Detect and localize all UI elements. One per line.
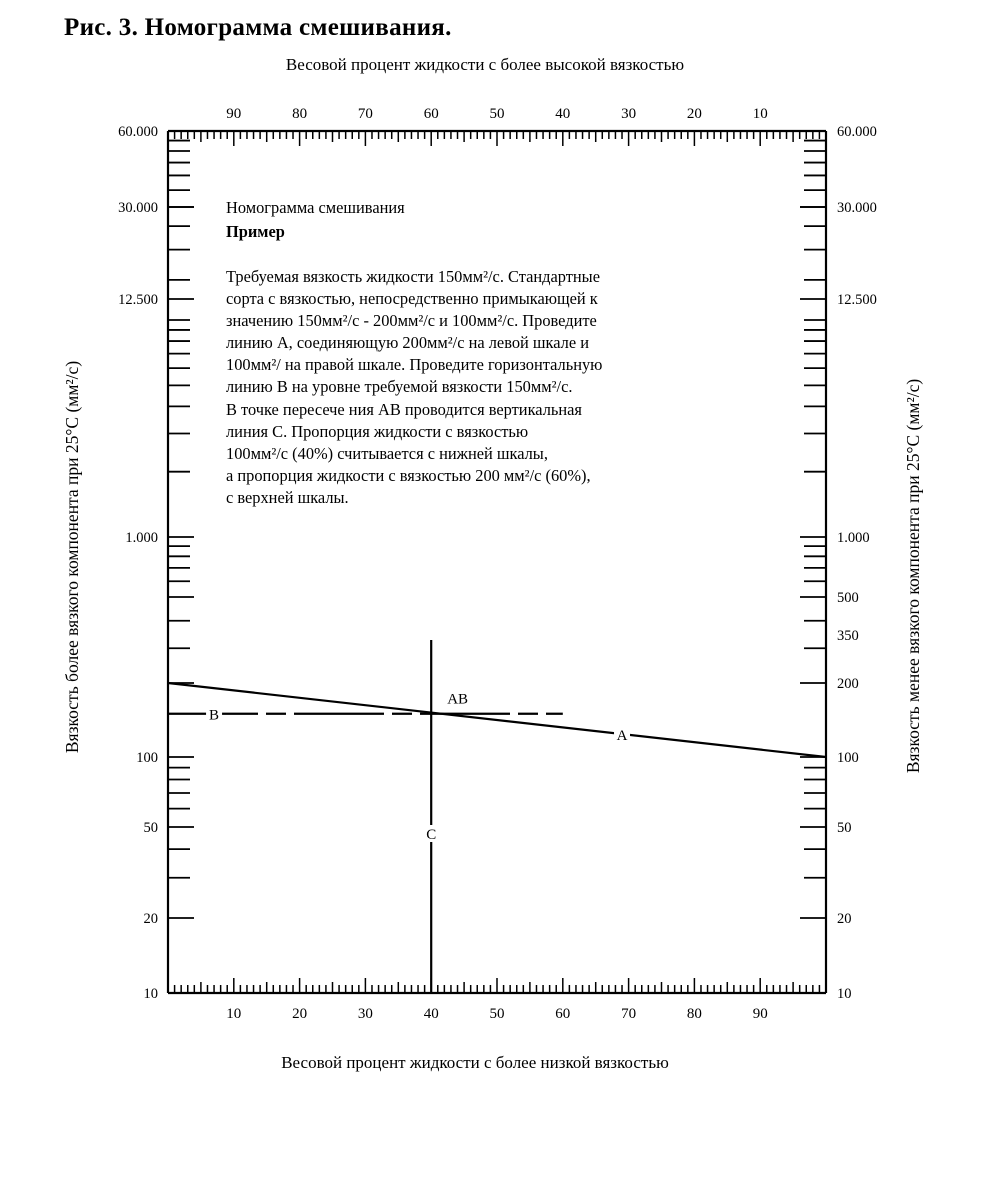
- note-line: Требуемая вязкость жидкости 150мм²/с. Стандартные: [226, 267, 600, 286]
- line-label-c: C: [426, 827, 437, 843]
- left-tick-label: 100: [136, 750, 158, 766]
- line-label-b: B: [209, 707, 220, 724]
- note-line: с верхней шкалы.: [226, 487, 349, 507]
- top-tick-label: 80: [292, 106, 308, 122]
- nomogram-lines: [168, 640, 826, 993]
- note-heading: Номограмма смешивания: [226, 198, 405, 217]
- top-tick-label: 70: [357, 106, 373, 122]
- note-line: 100мм²/ на правой шкале. Проведите горизонтальную: [226, 355, 603, 375]
- right-tick-label: 350: [837, 628, 859, 644]
- right-tick-label: 10: [837, 986, 852, 1002]
- bottom-tick-label: 40: [423, 1006, 439, 1022]
- bottom-tick-label: 90: [752, 1006, 768, 1022]
- left-tick-label: 12.500: [118, 292, 158, 308]
- right-tick-label: 50: [837, 820, 852, 836]
- bottom-tick-label: 80: [686, 1006, 702, 1022]
- line-a: [168, 683, 826, 757]
- bottom-tick-label: 70: [621, 1006, 637, 1022]
- figure-title: Рис. 3. Номограмма смешивания.: [64, 14, 452, 41]
- intersection-label: AB: [447, 691, 469, 708]
- right-tick-label: 200: [837, 676, 859, 692]
- bottom-axis-label: Весовой процент жидкости с более низкой вязкостью: [281, 1053, 669, 1072]
- right-tick-label: 30.000: [837, 200, 877, 216]
- right-tick-label: 12.500: [837, 292, 877, 308]
- bottom-tick-label: 20: [292, 1006, 308, 1022]
- left-tick-label: 20: [143, 911, 158, 927]
- bottom-tick-label: 30: [357, 1006, 373, 1022]
- top-axis-label: Весовой процент жидкости с более высокой вязкостью: [285, 55, 685, 74]
- left-tick-label: 50: [143, 820, 158, 836]
- note-line: линию В на уровне требуемой вязкости 150мм²/с.: [226, 377, 573, 397]
- line-label-a: A: [616, 728, 628, 745]
- note-line: значению 150мм²/с - 200мм²/с и 100мм²/с. Проведите: [226, 311, 597, 331]
- note-line: а пропорция жидкости с вязкостью 200 мм²/с (60%),: [226, 465, 591, 485]
- bottom-tick-label: 60: [555, 1006, 571, 1022]
- left-tick-label: 10: [143, 986, 158, 1002]
- top-tick-label: 90: [226, 106, 242, 122]
- right-tick-label: 100: [837, 750, 859, 766]
- note-line: 100мм²/с (40%) считывается с нижней шкалы,: [226, 443, 548, 463]
- note-line: сорта с вязкостью, непосредственно примыкающей к: [226, 289, 598, 309]
- left-tick-label: 60.000: [118, 124, 158, 140]
- right-tick-label: 1.000: [837, 530, 870, 546]
- left-tick-label: 30.000: [118, 200, 158, 216]
- right-tick-label: 60.000: [837, 124, 877, 140]
- note-line: В точке пересече ния АВ проводится вертикальная: [226, 399, 582, 419]
- top-tick-label: 10: [752, 106, 768, 122]
- top-tick-label: 30: [621, 106, 637, 122]
- left-tick-label: 1.000: [125, 530, 158, 546]
- note-line: линию А, соединяющую 200мм²/с на левой шкале и: [226, 333, 589, 353]
- example-note: [226, 196, 786, 509]
- right-tick-label: 500: [837, 590, 859, 606]
- note-line: линия С. Пропорция жидкости с вязкостью: [226, 421, 529, 441]
- top-tick-label: 60: [423, 106, 439, 122]
- bottom-tick-label: 10: [226, 1006, 242, 1022]
- top-tick-label: 20: [686, 106, 702, 122]
- note-subheading: Пример: [226, 222, 285, 241]
- right-tick-label: 20: [837, 911, 852, 927]
- top-tick-label: 40: [555, 106, 571, 122]
- right-axis-label: Вязкость менее вязкого компонента при 25°С (мм²/с): [903, 378, 923, 774]
- bottom-tick-label: 50: [489, 1006, 505, 1022]
- top-tick-label: 50: [489, 106, 505, 122]
- left-axis-label: Вязкость более вязкого компонента при 25°С (мм²/с): [62, 360, 82, 754]
